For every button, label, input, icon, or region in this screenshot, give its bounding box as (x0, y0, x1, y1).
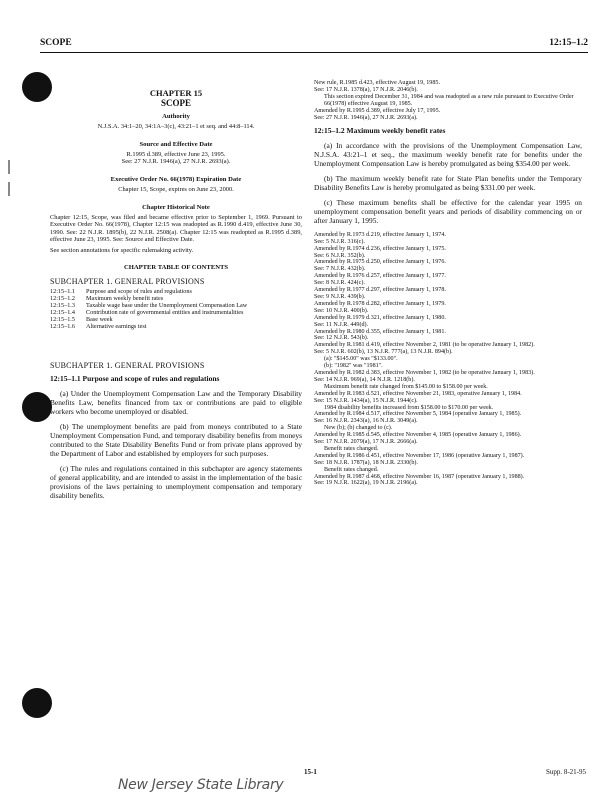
amendment-line: Amended by R.1978 d.282, effective January 1, 1979. (314, 300, 446, 307)
toc-number: 12:15–1.1 (50, 287, 75, 295)
amendment-line: Amended by R.1983 d.521, effective November 21, 1983, operative January 1, 1984. (314, 390, 522, 397)
amendment-line: Amended by R.1987 d.468, effective November 16, 1987 (operative January 1, 1988). (314, 473, 525, 480)
paragraph-b: (b) The maximum weekly benefit rate for State Plan benefits under the Temporary Disability Benefits Law is hereby promulgated as being $331.00 per week. (314, 173, 582, 192)
toc-number: 12:15–1.6 (50, 322, 75, 330)
amendment-line: See: 19 N.J.R. 1622(a), 19 N.J.R. 2196(a). (314, 480, 418, 487)
toc-number: 12:15–1.3 (50, 301, 75, 309)
library-stamp: New Jersey State Library (118, 777, 284, 793)
chapter-number: CHAPTER 15 (149, 88, 203, 98)
paragraph-a: (a) Under the Unemployment Compensation Law and the Temporary Disability Benefits Law, benefits financed from tax or contributions are paid to eligible workers who become unemployed or disabled. (50, 388, 302, 416)
authority-heading: Authority (162, 112, 190, 120)
supplement-date: Supp. 8-21-95 (545, 768, 586, 776)
margin-mark (8, 182, 10, 196)
amendment-history (314, 232, 582, 488)
header-title: SCOPE (40, 38, 72, 48)
toc-heading: CHAPTER TABLE OF CONTENTS (123, 264, 229, 272)
toc-title: Base week (86, 315, 113, 323)
amendment-line: See: 6 N.J.R. 352(b). (314, 252, 366, 259)
amendment-line: See: 10 N.J.R. 400(b). (314, 307, 369, 314)
toc-number: 12:15–1.4 (50, 308, 75, 316)
table-of-contents (50, 288, 302, 330)
amendment-line: Amended by R.1974 d.236, effective January 1, 1975. (314, 245, 446, 252)
amendment-line: Benefit rates changed. (324, 466, 379, 473)
toc-number: 12:15–1.5 (50, 315, 75, 323)
amendment-line: See: 9 N.J.R. 439(b). (314, 294, 366, 300)
toc-title: Purpose and scope of rules and regulations (86, 287, 192, 295)
punch-hole (22, 72, 52, 102)
toc-title: Contribution rate of governmental entities and instrumentalities (86, 308, 244, 316)
amendment-line: See: 5 N.J.R. 316(c). (314, 238, 365, 245)
amendment-line: Amended by R.1976 d.257, effective January 1, 1977. (314, 273, 446, 280)
amendment-line: (a): "$145.00" was "$133.00". (324, 356, 398, 363)
source-heading: Source and Effective Date (139, 140, 213, 148)
section-heading: 12:15–1.2 Maximum weekly benefit rates (314, 126, 446, 136)
toc-subchapter: SUBCHAPTER 1. GENERAL PROVISIONS (50, 276, 205, 286)
historical-note-text: Chapter 12:15, Scope, was filed and became effective prior to September 1, 1969. Pursuant to Executive Order No. 66(1978), Chapter 12:15 was readopted as R.1990 d.419, effective June 30, 1990. See: 22 N.J.R. 1895(b), 22 N.J.R. 2508(a). Chapter 12:15 was readopted as R.1995 d.389, effective June 23, 1995. See: Source and Effective Date. (50, 214, 302, 244)
amendment-line: Amended by R.1982 d.383, effective November 1, 1982 (to be operative January 1, 1983). (314, 369, 535, 376)
prior-history (314, 80, 582, 121)
subchapter-heading: SUBCHAPTER 1. GENERAL PROVISIONS (50, 360, 205, 370)
left-column (50, 80, 302, 500)
amendment-line: (b): "1982" was "1981". (324, 363, 383, 370)
amendment-line: Amended by R.1980 d.355, effective January 1, 1981. (314, 328, 446, 335)
exec-order-heading: Executive Order No. 66(1978) Expiration Date (110, 175, 242, 183)
amendment-line: Maximum benefit rate changed from $145.00 to $158.00 per week. (324, 383, 488, 390)
history-line: See: 27 N.J.R. 1946(a), 27 N.J.R. 2693(a). (314, 114, 418, 121)
toc-entry (50, 302, 302, 309)
toc-entry (50, 316, 302, 323)
chapter-title: SCOPE (160, 98, 191, 109)
toc-entry (50, 295, 302, 302)
amendment-line: See: 15 N.J.R. 1434(a), 15 N.J.R. 1944(c). (314, 397, 418, 404)
toc-entry (50, 309, 302, 316)
amendment-line: Amended by R.1973 d.219, effective January 1, 1974. (314, 231, 446, 238)
running-header (40, 38, 588, 53)
punch-hole (22, 688, 52, 718)
toc-entry (50, 323, 302, 330)
paragraph-c: (c) These maximum benefits shall be effective for the calendar year 1995 on unemployment compensation benefit years and periods of disability commencing on or after January 1, 1995. (314, 197, 582, 225)
right-column (314, 80, 582, 487)
amendment-line: Amended by R.1977 d.297, effective January 1, 1978. (314, 287, 446, 294)
amendment-line: See: 7 N.J.R. 432(b). (314, 266, 366, 273)
amendment-line: See: 17 N.J.R. 2079(a), 17 N.J.R. 2666(a). (314, 439, 418, 446)
see-annotations: See section annotations for specific rulemaking activity. (50, 246, 194, 254)
amendment-line: Amended by R.1984 d.517, effective November 5, 1984 (operative January 1, 1985). (314, 411, 522, 418)
toc-title: Alternative earnings test (86, 322, 147, 330)
paragraph-a: (a) In accordance with the provisions of the Unemployment Compensation Law, N.J.S.A. 43:21–1 et seq., the maximum weekly benefit rate for benefits under the Unemployment Compensation Law is hereby promulgated as being $354.00 per week. (314, 140, 582, 168)
page-number: 15-1 (304, 768, 317, 776)
historical-note-heading: Chapter Historical Note (142, 203, 210, 211)
history-line: Amended by R.1995 d.389, effective July 17, 1995. (314, 107, 441, 114)
amendment-line: Amended by R.1975 d.250, effective January 1, 1976. (314, 259, 446, 266)
header-section: 12:15–1.2 (549, 38, 588, 48)
toc-title: Taxable wage base under the Unemployment Compensation Law (86, 301, 248, 309)
amendment-line: Amended by R.1985 d.545, effective November 4, 1985 (operative January 1, 1986). (314, 432, 522, 439)
exec-order-text: Chapter 15, Scope, expires on June 23, 2000. (118, 186, 234, 194)
margin-mark (8, 160, 10, 174)
amendment-line: Amended by R.1986 d.451, effective November 17, 1986 (operative January 1, 1987). (314, 452, 525, 459)
toc-title: Maximum weekly benefit rates (86, 294, 164, 302)
history-line: This section expired December 31, 1984 and was readopted as a new rule pursuant to Executive Order 66(1978) effective August 19, 1985. (324, 93, 574, 107)
section-heading: 12:15–1.1 Purpose and scope of rules and regulations (50, 374, 220, 384)
punch-hole (22, 392, 52, 422)
amendment-line: See: 12 N.J.R. 543(b). (314, 335, 369, 342)
authority-text: N.J.S.A. 34:1–20, 34:1A–3(c), 43:21–1 et seq. and 44:8–114. (97, 123, 255, 131)
history-line: See: 17 N.J.R. 1378(a), 17 N.J.R. 2046(b). (314, 86, 418, 93)
toc-number: 12:15–1.2 (50, 294, 75, 302)
paragraph-b: (b) The unemployment benefits are paid from moneys contributed to a State Unemployment Compensation Fund, and temporary disability benefits from moneys contributed to the State Disability Benefits Fund or from private plans approved by the Department of Labor and established by employers for such purposes. (50, 421, 302, 458)
amendment-line: See: 5 N.J.R. 602(b), 13 N.J.R. 777(a), 13 N.J.R. 894(b). (314, 349, 453, 356)
amendment-line: See: 16 N.J.R. 2343(a), 16 N.J.R. 3049(a). (314, 418, 418, 425)
toc-entry (50, 288, 302, 295)
amendment-line: 1984 disability benefits increased from $158.00 to $170.00 per week. (324, 404, 494, 411)
paragraph-c: (c) The rules and regulations contained in this subchapter are agency statements of general applicability, and are intended to assist in the implementation of the basic provisions of the laws pertaining to unemployment compensation and temporary disability benefits. (50, 463, 302, 500)
amendment-line: Benefit rates changed. (324, 445, 379, 452)
amendment-line: See: 18 N.J.R. 1787(a), 18 N.J.R. 2330(b). (314, 459, 418, 466)
amendment-line: Amended by R.1981 d.419, effective November 2, 1981 (to be operative January 1, 1982). (314, 342, 535, 349)
amendment-line: See: 11 N.J.R. 449(d). (314, 321, 369, 328)
amendment-line: See: 8 N.J.R. 424(c). (314, 280, 365, 287)
source-text: R.1995 d.389, effective June 23, 1995. See: 27 N.J.R. 1946(a), 27 N.J.R. 2693(a). (121, 151, 231, 166)
amendment-line: Amended by R.1979 d.321, effective January 1, 1980. (314, 314, 446, 321)
history-line: New rule, R.1985 d.423, effective August 19, 1985. (314, 80, 440, 86)
amendment-line: See: 14 N.J.R. 969(a), 14 N.J.R. 1218(b). (314, 376, 415, 383)
amendment-line: New (b); (b) changed to (c). (324, 425, 393, 432)
